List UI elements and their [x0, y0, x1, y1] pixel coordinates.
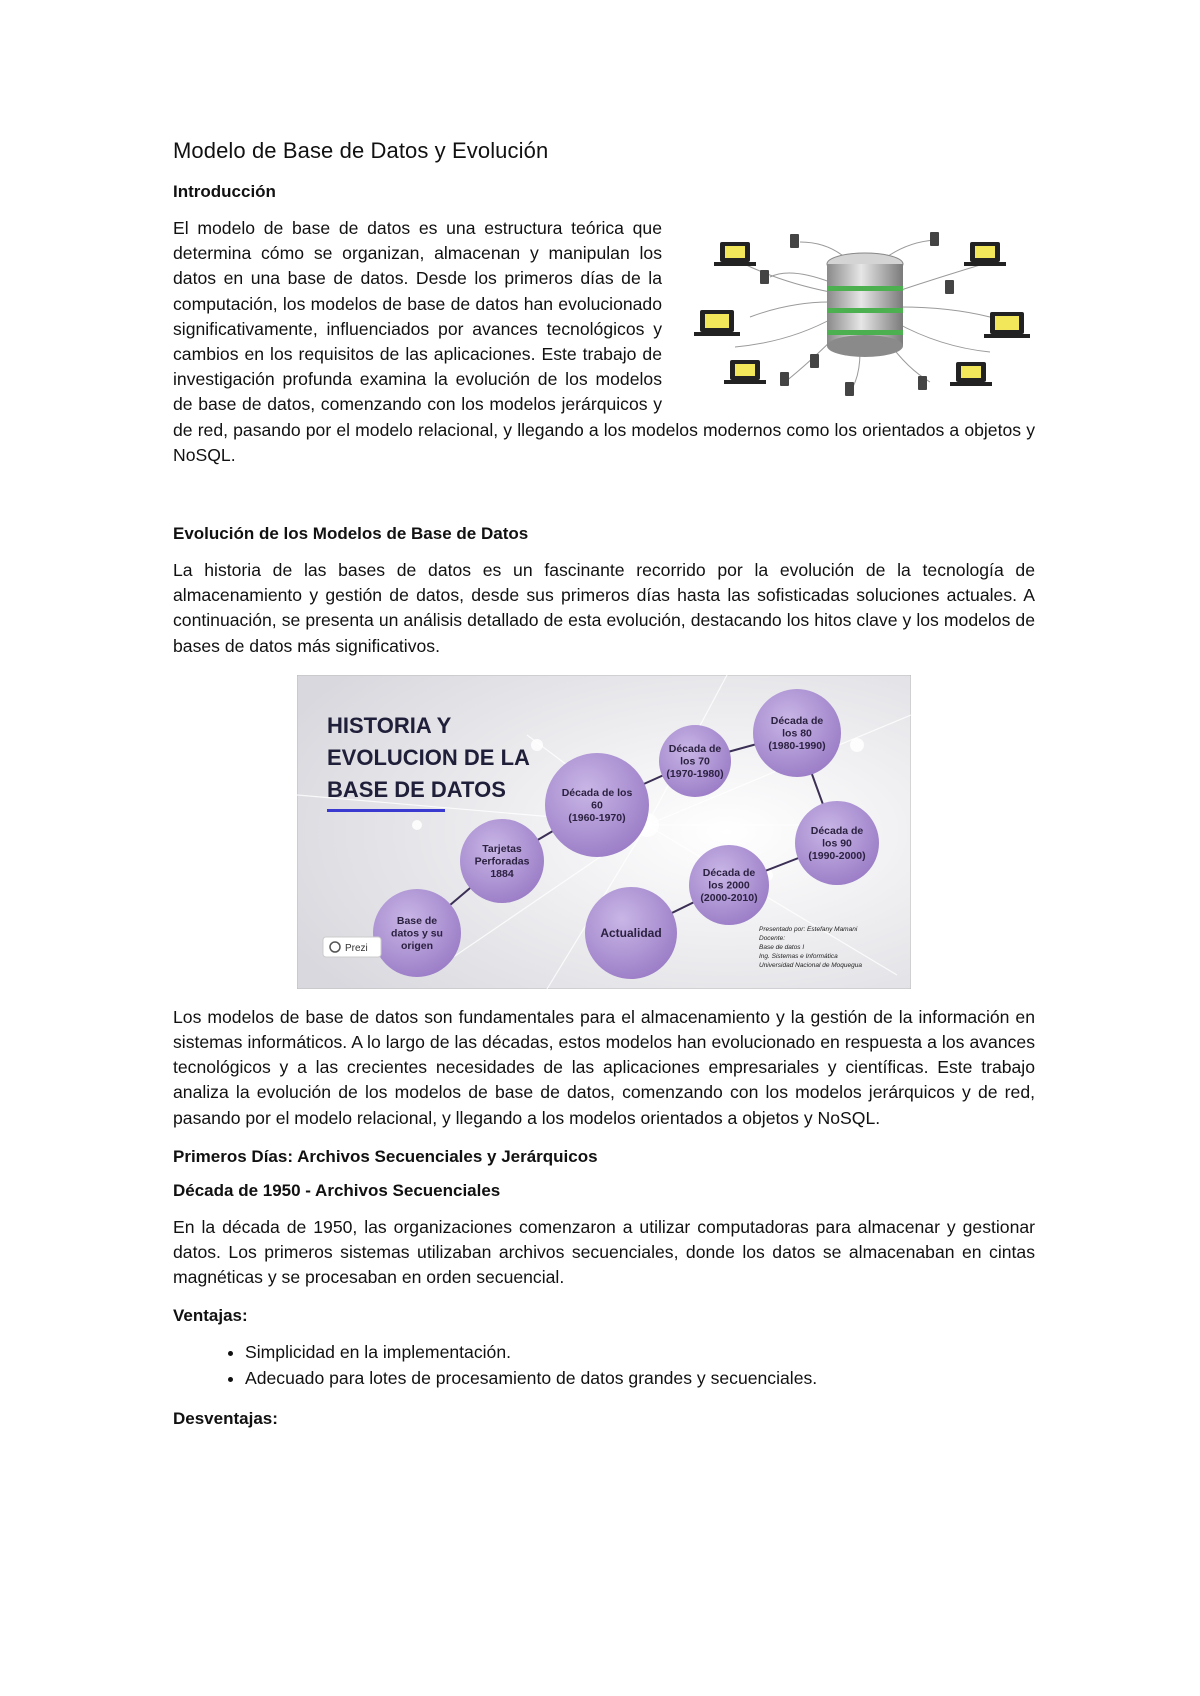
timeline-node-label: Base de: [396, 914, 438, 927]
banner-credit-line: Ing. Sistemas e Informática: [759, 952, 838, 960]
banner-title-line: HISTORIA Y: [327, 712, 452, 738]
timeline-node: [689, 845, 769, 925]
timeline-node-label: 60: [591, 799, 603, 812]
timeline-node-label: Década de: [702, 866, 756, 879]
prezi-brand: Prezi: [345, 942, 368, 954]
timeline-node-label: origen: [400, 939, 434, 952]
database-server-network-icon: [690, 222, 1035, 397]
timeline-node-label: los 80: [782, 727, 812, 740]
advantages-heading: Ventajas:: [173, 1306, 248, 1326]
decade-1950-heading: Década de 1950 - Archivos Secuenciales: [173, 1180, 501, 1200]
intro-paragraph: El modelo de base de datos es una estructura teórica que determina cómo se organizan, almacenan y manipulan los datos en una base de datos. Desde los primeros días de la computación, los modelos de base de datos han evolucionado significativamente, influenciados por avances tecnológicos y cambios en los requisitos de las aplicaciones. Este trabajo de investigación profunda examina la evolución de los modelos de base de datos, comenzando con los modelos jerárquicos y de red, pasando por el modelo relacional, y llegando a los modelos modernos como los orientados a objetos y NoSQL.: [173, 218, 1035, 465]
banner-credit-line: Presentado por: Estefany Mamani: [759, 925, 858, 933]
timeline-node-label: los 2000: [708, 879, 750, 892]
document-title: Modelo de Base de Datos y Evolución: [173, 138, 549, 163]
timeline-node-label: (1970-1980): [666, 767, 724, 780]
timeline-node-label: (1980-1990): [768, 739, 826, 752]
timeline-node-label: Década de los: [561, 786, 633, 799]
timeline-node-label: Actualidad: [600, 925, 662, 940]
timeline-node-label: Década de: [668, 742, 722, 755]
banner-title-line: BASE DE DATOS: [327, 776, 506, 802]
timeline-banner-image: [297, 675, 911, 989]
timeline-node-label: los 90: [822, 837, 852, 850]
document-body: [173, 138, 1035, 1443]
list-item: • Simplicidad en la implementación.: [245, 1340, 1035, 1365]
timeline-node-label: 1884: [490, 867, 514, 880]
timeline-banner: [297, 675, 911, 989]
timeline-node-label: (2000-2010): [700, 891, 758, 904]
banner-credit-line: Base de datos I: [759, 943, 805, 951]
timeline-node: [753, 689, 841, 777]
timeline-node-label: (1990-2000): [808, 849, 866, 862]
evolution-paragraph-2: Los modelos de base de datos son fundamentales para el almacenamiento y la gestión de la información en sistemas informáticos. A lo largo de las décadas, estos modelos han evolucionado en respuesta a los avances tecnológicos y a las crecientes necesidades de las aplicaciones empresariales y científicas. Este trabajo analiza la evolución de los modelos de base de datos, comenzando con los modelos jerárquicos y de red, pasando por el modelo relacional, y llegando a los modelos orientados a objetos y NoSQL.: [173, 1006, 1035, 1128]
intro-heading: Introducción: [173, 182, 276, 201]
evolution-paragraph-1: La historia de las bases de datos es un fascinante recorrido por la evolución de la tecnología de almacenamiento y gestión de datos, desde sus primeros días hasta las sofisticadas soluciones actuales. A continuación, se presenta un análisis detallado de esta evolución, destacando los hitos clave y los modelos de bases de datos más significativos.: [173, 560, 1035, 656]
banner-title-line: EVOLUCION DE LA: [327, 744, 530, 770]
timeline-node: [659, 725, 731, 797]
timeline-node: [545, 753, 649, 857]
decade-1950-paragraph: En la década de 1950, las organizaciones comenzaron a utilizar computadoras para almacenar y gestionar datos. Los primeros sistemas utilizaban archivos secuenciales, donde los datos se almacenaban en cintas magnéticas y se procesaban en orden secuencial.: [173, 1216, 1035, 1288]
timeline-node-label: Tarjetas: [482, 842, 522, 855]
timeline-node: [373, 889, 461, 977]
advantages-list: [173, 1340, 1035, 1390]
prezi-logo: [323, 937, 381, 957]
early-days-heading: Primeros Días: Archivos Secuenciales y Jerárquicos: [173, 1146, 598, 1166]
timeline-node-label: Década de: [810, 824, 864, 837]
timeline-node-label: los 70: [680, 755, 710, 768]
banner-credit-line: Universidad Nacional de Moquegua: [759, 961, 862, 969]
evolution-heading: Evolución de los Modelos de Base de Datos: [173, 524, 529, 544]
timeline-node: [795, 801, 879, 885]
timeline-node-label: Perforadas: [474, 855, 530, 868]
disadvantages-heading: Desventajas:: [173, 1408, 278, 1428]
timeline-node-label: Década de: [770, 714, 824, 727]
list-item: • Adecuado para lotes de procesamiento de datos grandes y secuenciales.: [245, 1366, 1035, 1391]
timeline-node: [585, 887, 677, 979]
banner-credit-line: Docente:: [759, 934, 786, 942]
timeline-node: [460, 819, 544, 903]
timeline-node-label: (1960-1970): [568, 811, 626, 824]
database-server-figure: [690, 222, 1035, 397]
timeline-node-label: datos y su: [391, 927, 443, 940]
